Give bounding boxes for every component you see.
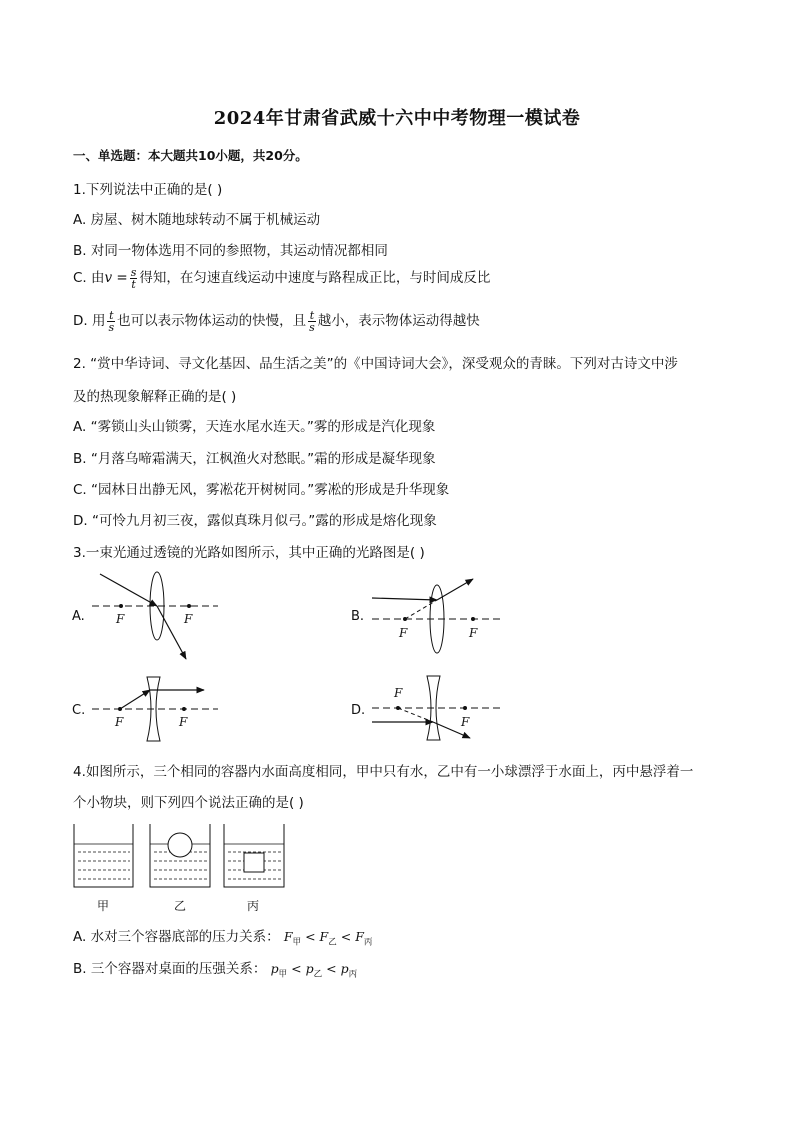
q3-diagram-d	[372, 676, 500, 740]
q3-c-focus-right: F	[179, 715, 188, 729]
q3-b-focus-right: F	[469, 626, 478, 640]
q3-diagram-a	[92, 572, 218, 659]
q1-d-denominator-2: s	[309, 320, 315, 334]
q3-a-focus-right: F	[184, 612, 193, 626]
q4-cup-label-jia: 甲	[96, 899, 109, 913]
q1-option-b: B. 对同一物体选用不同的参照物，其运动情况都相同	[73, 243, 388, 259]
q4-floating-ball	[168, 833, 192, 857]
q4-option-b-formula: $p_甲 < p_乙 < p_丙$	[270, 961, 358, 980]
q1-d-numerator-1: t	[109, 308, 114, 322]
q1-d-denominator-1: s	[108, 320, 115, 334]
q2-option-a: A. “雾锁山头山锁雾，天连水尾水连天。”雾的形成是汽化现象	[73, 419, 436, 435]
q2-option-c: C. “园林日出静无风，雾凇花开树树同。”雾凇的形成是升华现象	[73, 482, 450, 498]
q4-option-a-text: A. 水对三个容器底部的压力关系：	[73, 929, 280, 945]
q1-c-numerator: s	[130, 265, 137, 279]
q2-stem-line2: 及的热现象解释正确的是( )	[73, 389, 237, 405]
q4-container-jia	[74, 824, 133, 887]
q3-label-a: A.	[72, 609, 85, 624]
q4-option-b-text: B. 三个容器对桌面的压强关系：	[73, 961, 267, 977]
q4-stem-line1: 4.如图所示，三个相同的容器内水面高度相同，甲中只有水，乙中有一小球漂浮于水面上，丙中悬浮着一	[73, 764, 694, 780]
q3-a-focus-left: F	[116, 612, 125, 626]
q4-option-a-formula: $F_甲 < F_乙 < F_丙$	[283, 929, 373, 948]
q1-option-c-suffix: 得知，在匀速直线运动中速度与路程成正比，与时间成反比	[139, 270, 491, 286]
q2-stem-line1: 2. “赏中华诗词、寻文化基因、品生活之美”的《中国诗词大会》，深受观众的青睐。下列对古诗文中涉	[73, 356, 678, 372]
q3-label-c: C.	[72, 703, 86, 718]
section-heading: 一、单选题：本大题共10小题，共20分。	[73, 148, 308, 163]
q1-option-a: A. 房屋、树木随地球转动不属于机械运动	[73, 212, 321, 228]
q3-stem: 3.一束光通过透镜的光路如图所示，其中正确的光路图是( )	[73, 545, 425, 561]
q3-diagram-b	[372, 579, 500, 653]
q2-option-b: B. “月落乌啼霜满天，江枫渔火对愁眠。”霜的形成是凝华现象	[73, 451, 436, 467]
q4-container-yi	[150, 824, 210, 887]
q4-container-bing	[224, 824, 284, 887]
q3-b-focus-left: F	[399, 626, 408, 640]
q1-d-numerator-2: t	[309, 308, 315, 322]
q3-label-b: B.	[351, 609, 365, 624]
q3-d-focus-left: F	[394, 686, 403, 700]
q1-c-denominator: t	[131, 277, 136, 291]
q4-cup-label-bing: 丙	[246, 899, 259, 913]
q4-cup-label-yi: 乙	[173, 899, 186, 913]
q1-stem: 1.下列说法中正确的是( )	[73, 182, 223, 198]
q1-option-c-formula: v =	[104, 270, 128, 286]
q1-option-c-prefix: C. 由	[73, 270, 105, 286]
q3-d-focus-right: F	[461, 715, 470, 729]
q4-stem-line2: 个小物块，则下列四个说法正确的是( )	[73, 795, 304, 811]
q1-option-d-middle: 也可以表示物体运动的快慢，且	[117, 313, 307, 329]
q4-suspended-block	[244, 853, 264, 872]
q2-option-d: D. “可怜九月初三夜，露似真珠月似弓。”露的形成是熔化现象	[73, 513, 437, 529]
q4-option-a	[73, 925, 372, 948]
q3-c-focus-left: F	[115, 715, 124, 729]
q3-diagram-c	[92, 677, 218, 741]
q4-option-b	[73, 957, 357, 980]
q1-option-d-suffix: 越小，表示物体运动得越快	[317, 313, 480, 329]
q3-label-d: D.	[351, 703, 366, 718]
q1-option-d-prefix: D. 用	[73, 313, 106, 329]
page-title: 2024年甘肃省武威十六中中考物理一模试卷	[213, 108, 581, 129]
